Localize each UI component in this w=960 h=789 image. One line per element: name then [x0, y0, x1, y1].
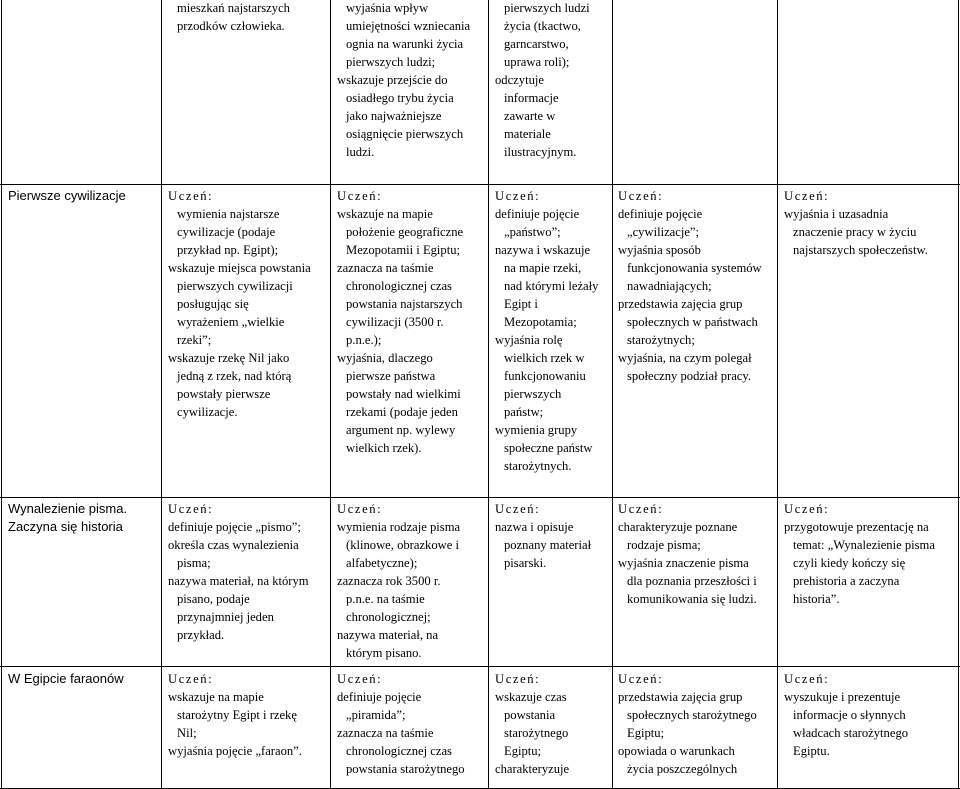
requirement-line: wymienia rodzaje pisma — [337, 520, 461, 534]
requirement-line: powstania starożytnego — [346, 762, 465, 776]
requirement-line: społeczne państw — [504, 441, 593, 455]
column-divider — [161, 0, 162, 789]
requirement-line: p.n.e.); — [346, 333, 382, 347]
requirement-line: nazywa i wskazuje — [495, 243, 591, 257]
requirement-line: społecznych w państwach — [627, 315, 758, 329]
requirement-line: Nil; — [177, 726, 197, 740]
student-label: Uczeń: — [495, 672, 541, 686]
student-label: Uczeń: — [784, 672, 830, 686]
requirement-line: nad którymi leżały — [504, 279, 599, 293]
requirement-line: którym pisano. — [346, 646, 422, 660]
requirement-line: nazywa materiał, na którym — [168, 574, 309, 588]
requirement-line: osiągnięcie pierwszych — [346, 127, 464, 141]
requirement-line: powstały nad wielkimi — [346, 387, 461, 401]
requirement-line: na mapie rzeki, — [504, 261, 582, 275]
requirement-line: rzekami (podaje jeden — [346, 405, 458, 419]
requirement-cell — [618, 500, 757, 608]
requirement-line: zaznacza na taśmie — [337, 726, 434, 740]
requirement-line: pisma; — [177, 556, 211, 570]
requirement-line: wielkich rzek w — [504, 351, 585, 365]
requirement-line: historia”. — [793, 592, 840, 606]
requirement-line: chronologicznej; — [346, 610, 431, 624]
requirement-line: władcach starożytnego — [793, 726, 909, 740]
topic-cell — [8, 187, 126, 205]
requirement-line: „piramida”; — [346, 708, 406, 722]
requirement-line: pierwszych — [504, 387, 562, 401]
requirement-line: przykład. — [177, 628, 225, 642]
requirement-line: wymienia najstarsze — [177, 207, 280, 221]
requirement-line: wskazuje na mapie — [337, 207, 433, 221]
requirement-line: „cywilizacje”; — [627, 225, 700, 239]
student-label: Uczeń: — [618, 189, 664, 203]
requirement-line: wyjaśnia, na czym polegał — [618, 351, 752, 365]
requirement-line: przykład np. Egipt); — [177, 243, 279, 257]
requirement-line: charakteryzuje poznane — [618, 520, 738, 534]
row-divider — [0, 666, 960, 667]
requirement-line: rodzaje pisma; — [627, 538, 701, 552]
requirement-line: garncarstwo, — [504, 37, 569, 51]
requirement-line: Mezopotamii i Egiptu; — [346, 243, 461, 257]
student-label: Uczeń: — [495, 189, 541, 203]
requirement-line: osiadłego trybu życia — [346, 91, 454, 105]
requirement-line: jedną z rzek, nad którą — [177, 369, 292, 383]
row-divider — [0, 184, 960, 185]
requirement-line: wskazuje przejście do — [337, 73, 448, 87]
student-label: Uczeń: — [168, 672, 214, 686]
row-divider — [0, 497, 960, 498]
topic-line: Pierwsze cywilizacje — [8, 188, 126, 203]
requirement-line: wskazuje czas — [495, 690, 567, 704]
requirement-line: przodków człowieka. — [177, 19, 285, 33]
requirement-line: pierwszych ludzi — [504, 1, 590, 15]
requirement-cell — [168, 0, 290, 35]
student-label: Uczeń: — [784, 189, 830, 203]
requirement-line: opowiada o warunkach — [618, 744, 735, 758]
requirement-line: umiejętności wzniecania — [346, 19, 471, 33]
student-label: Uczeń: — [784, 502, 830, 516]
requirement-line: wymienia grupy — [495, 423, 578, 437]
requirement-line: społeczny podział pracy. — [627, 369, 752, 383]
requirement-cell — [168, 500, 309, 644]
requirement-line: starożytnych; — [627, 333, 695, 347]
requirement-line: prehistoria a zaczyna — [793, 574, 900, 588]
requirement-line: ludzi. — [346, 145, 375, 159]
requirement-line: informacje o słynnych — [793, 708, 906, 722]
requirement-line: wyjaśnia wpływ — [346, 1, 429, 15]
requirement-line: społecznych starożytnego — [627, 708, 757, 722]
requirement-line: mieszkań najstarszych — [177, 1, 290, 15]
requirement-line: przedstawia zajęcia grup — [618, 690, 743, 704]
requirement-line: zaznacza rok 3500 r. — [337, 574, 441, 588]
requirement-cell — [337, 0, 470, 161]
requirement-line: cywilizacje (podaje — [177, 225, 276, 239]
topic-line: Wynalezienie pisma. — [8, 501, 128, 516]
requirement-line: zaznacza na taśmie — [337, 261, 434, 275]
column-divider — [488, 0, 489, 789]
requirement-line: znaczenie pracy w życiu — [793, 225, 917, 239]
column-divider — [612, 0, 613, 789]
requirement-line: wyjaśnia znaczenie pisma — [618, 556, 749, 570]
requirement-line: chronologicznej czas — [346, 279, 452, 293]
student-label: Uczeń: — [618, 672, 664, 686]
requirement-line: uprawa roli); — [504, 55, 570, 69]
requirement-cell — [495, 0, 590, 161]
requirement-line: Egipt i — [504, 297, 538, 311]
student-label: Uczeń: — [337, 502, 383, 516]
requirement-line: pisarski. — [504, 556, 547, 570]
requirement-cell — [784, 500, 935, 608]
requirement-cell — [337, 500, 460, 662]
requirement-line: argument np. wylewy — [346, 423, 456, 437]
requirement-line: definiuje pojęcie — [618, 207, 703, 221]
requirement-line: wyrażeniem „wielkie — [177, 315, 285, 329]
requirement-line: zawarte w — [504, 109, 556, 123]
requirement-line: pisano, podaje — [177, 592, 250, 606]
requirement-line: starożytnych. — [504, 459, 572, 473]
requirement-line: pierwszych ludzi; — [346, 55, 436, 69]
requirement-line: wyjaśnia pojęcie „faraon”. — [168, 744, 302, 758]
requirement-line: jako najważniejsze — [346, 109, 442, 123]
student-label: Uczeń: — [495, 502, 541, 516]
requirement-line: odczytuje — [495, 73, 544, 87]
requirement-line: powstania — [504, 708, 556, 722]
requirement-line: przygotowuje prezentację na — [784, 520, 929, 534]
requirement-cell — [618, 187, 762, 385]
requirement-line: charakteryzuje — [495, 762, 570, 776]
requirement-line: starożytny Egipt i rzekę — [177, 708, 297, 722]
student-label: Uczeń: — [618, 502, 664, 516]
requirement-line: starożytnego — [504, 726, 569, 740]
requirement-line: komunikowania się ludzi. — [627, 592, 757, 606]
column-divider — [330, 0, 331, 789]
requirement-line: wskazuje na mapie — [168, 690, 264, 704]
requirement-line: cywilizacje. — [177, 405, 238, 419]
requirement-line: temat: „Wynalezienie pisma — [793, 538, 935, 552]
requirement-line: Mezopotamia; — [504, 315, 577, 329]
requirement-line: wielkich rzek). — [346, 441, 422, 455]
requirement-cell — [168, 670, 302, 760]
requirement-cell — [495, 187, 598, 475]
student-label: Uczeń: — [168, 189, 214, 203]
table-border-left — [1, 0, 2, 789]
requirement-line: ognia na warunki życia — [346, 37, 464, 51]
requirement-line: materiale — [504, 127, 551, 141]
requirement-line: p.n.e. na taśmie — [346, 592, 425, 606]
topic-cell — [8, 670, 124, 688]
requirement-line: przedstawia zajęcia grup — [618, 297, 743, 311]
requirement-line: pierwsze państwa — [346, 369, 436, 383]
requirement-line: czyli kiedy kończy się — [793, 556, 906, 570]
requirement-line: chronologicznej czas — [346, 744, 452, 758]
requirement-line: rzeki”; — [177, 333, 212, 347]
requirement-line: Egiptu; — [627, 726, 665, 740]
requirement-line: definiuje pojęcie — [495, 207, 580, 221]
requirement-line: nawadniających; — [627, 279, 712, 293]
requirement-line: wyjaśnia rolę — [495, 333, 563, 347]
requirement-line: życia poszczególnych — [627, 762, 738, 776]
student-label: Uczeń: — [337, 189, 383, 203]
requirement-line: posługując się — [177, 297, 249, 311]
requirement-line: wyjaśnia sposób — [618, 243, 701, 257]
requirement-line: wyjaśnia i uzasadnia — [784, 207, 889, 221]
requirement-line: wyszukuje i prezentuje — [784, 690, 901, 704]
requirement-line: najstarszych społeczeństw. — [793, 243, 928, 257]
requirement-line: funkcjonowania systemów — [627, 261, 762, 275]
requirement-line: państw; — [504, 405, 544, 419]
table-border-right — [958, 0, 959, 789]
requirement-line: ilustracyjnym. — [504, 145, 577, 159]
requirement-line: nazwa i opisuje — [495, 520, 574, 534]
requirement-line: Egiptu; — [504, 744, 542, 758]
topic-line: Zaczyna się historia — [8, 519, 123, 534]
requirement-cell — [337, 670, 465, 778]
requirement-line: „państwo”; — [504, 225, 561, 239]
column-divider — [777, 0, 778, 789]
requirement-line: funkcjonowaniu — [504, 369, 586, 383]
requirement-line: pierwszych cywilizacji — [177, 279, 293, 293]
topic-cell — [8, 500, 127, 536]
requirement-line: definiuje pojęcie „pismo”; — [168, 520, 301, 534]
requirement-cell — [784, 670, 908, 760]
requirement-line: przynajmniej jeden — [177, 610, 274, 624]
requirement-cell — [495, 500, 591, 572]
requirement-line: (klinowe, obrazkowe i — [346, 538, 459, 552]
requirement-cell — [168, 187, 311, 421]
requirement-line: dla poznania przeszłości i — [627, 574, 757, 588]
requirement-line: powstały pierwsze — [177, 387, 271, 401]
student-label: Uczeń: — [337, 672, 383, 686]
requirement-line: określa czas wynalezienia — [168, 538, 299, 552]
requirement-line: powstania najstarszych — [346, 297, 463, 311]
requirement-cell — [337, 187, 463, 457]
topic-line: W Egipcie faraonów — [8, 671, 124, 686]
requirement-line: alfabetyczne); — [346, 556, 418, 570]
student-label: Uczeń: — [168, 502, 214, 516]
requirement-line: informacje — [504, 91, 559, 105]
requirement-cell — [618, 670, 757, 778]
requirement-line: cywilizacji (3500 r. — [346, 315, 444, 329]
requirement-line: definiuje pojęcie — [337, 690, 422, 704]
requirement-cell — [784, 187, 928, 259]
requirement-line: położenie geograficzne — [346, 225, 464, 239]
requirement-cell — [495, 670, 569, 778]
requirement-line: Egiptu. — [793, 744, 830, 758]
requirement-line: życia (tkactwo, — [504, 19, 581, 33]
requirement-line: wskazuje rzekę Nil jako — [168, 351, 290, 365]
requirement-line: poznany materiał — [504, 538, 592, 552]
requirement-line: wyjaśnia, dlaczego — [337, 351, 433, 365]
requirement-line: nazywa materiał, na — [337, 628, 439, 642]
requirement-line: wskazuje miejsca powstania — [168, 261, 311, 275]
